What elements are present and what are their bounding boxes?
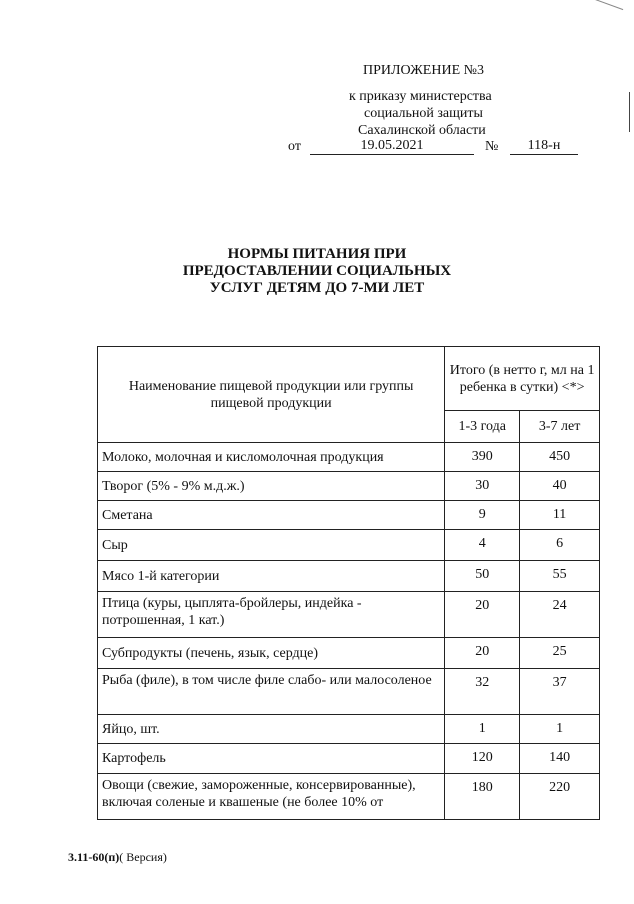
value-1-3: 1 bbox=[445, 715, 520, 744]
scan-mark bbox=[595, 0, 624, 10]
value-1-3: 180 bbox=[445, 774, 520, 820]
value-1-3: 390 bbox=[445, 443, 520, 472]
product-name: Картофель bbox=[98, 744, 445, 774]
value-1-3: 20 bbox=[445, 638, 520, 669]
table-row bbox=[98, 638, 600, 669]
value-3-7: 40 bbox=[520, 472, 600, 501]
value-3-7: 37 bbox=[520, 669, 600, 715]
table-row bbox=[98, 669, 600, 715]
from-label: от bbox=[288, 139, 301, 154]
value-1-3: 9 bbox=[445, 501, 520, 530]
order-date: 19.05.2021 bbox=[310, 138, 474, 155]
value-1-3: 30 bbox=[445, 472, 520, 501]
product-name: Творог (5% - 9% м.д.ж.) bbox=[98, 472, 445, 501]
title-line-2: ПРЕДОСТАВЛЕНИИ СОЦИАЛЬНЫХ bbox=[182, 263, 452, 279]
title-line-3: УСЛУГ ДЕТЯМ ДО 7-МИ ЛЕТ bbox=[209, 280, 425, 296]
nutrition-norms-table bbox=[97, 346, 600, 820]
product-name: Мясо 1-й категории bbox=[98, 561, 445, 592]
title-line-1: НОРМЫ ПИТАНИЯ ПРИ bbox=[227, 246, 407, 262]
table-row bbox=[98, 774, 600, 820]
value-1-3: 20 bbox=[445, 592, 520, 638]
scan-edge bbox=[629, 92, 630, 132]
product-name: Птица (куры, цыплята-бройлеры, индейка - потрошенная, 1 кат.) bbox=[98, 592, 445, 638]
document-version: ( Версия) bbox=[119, 850, 167, 864]
value-1-3: 120 bbox=[445, 744, 520, 774]
document-footer bbox=[68, 850, 167, 865]
age-group-1-3: 1-3 года bbox=[445, 411, 520, 443]
table-row bbox=[98, 561, 600, 592]
document-code: 3.11-60(п) bbox=[68, 850, 120, 864]
product-name: Рыба (филе), в том числе филе слабо- или малосоленое bbox=[98, 669, 445, 715]
table-row bbox=[98, 715, 600, 744]
table-row bbox=[98, 744, 600, 774]
appendix-label: ПРИЛОЖЕНИЕ №3 bbox=[363, 63, 484, 78]
table-row bbox=[98, 472, 600, 501]
total-header: Итого (в нетто г, мл на 1 ребенка в сутки) <*> bbox=[445, 347, 600, 411]
value-3-7: 11 bbox=[520, 501, 600, 530]
table-row bbox=[98, 501, 600, 530]
value-3-7: 140 bbox=[520, 744, 600, 774]
value-3-7: 450 bbox=[520, 443, 600, 472]
value-3-7: 1 bbox=[520, 715, 600, 744]
product-name: Субпродукты (печень, язык, сердце) bbox=[98, 638, 445, 669]
product-name: Сыр bbox=[98, 530, 445, 561]
table-row bbox=[98, 530, 600, 561]
order-line-3: Сахалинской области bbox=[358, 123, 486, 138]
table-row bbox=[98, 443, 600, 472]
order-number: 118-н bbox=[510, 138, 578, 155]
table-row bbox=[98, 592, 600, 638]
order-line-2: социальной защиты bbox=[364, 106, 483, 121]
value-3-7: 25 bbox=[520, 638, 600, 669]
value-3-7: 220 bbox=[520, 774, 600, 820]
product-name: Молоко, молочная и кисломолочная продукция bbox=[98, 443, 445, 472]
table-header-row bbox=[98, 347, 600, 411]
product-name: Сметана bbox=[98, 501, 445, 530]
document-title bbox=[0, 246, 634, 297]
value-1-3: 50 bbox=[445, 561, 520, 592]
product-name: Яйцо, шт. bbox=[98, 715, 445, 744]
age-group-3-7: 3-7 лет bbox=[520, 411, 600, 443]
value-1-3: 32 bbox=[445, 669, 520, 715]
product-name-header: Наименование пищевой продукции или группы пищевой продукции bbox=[98, 347, 445, 443]
order-line-1: к приказу министерства bbox=[349, 89, 492, 104]
value-1-3: 4 bbox=[445, 530, 520, 561]
product-name: Овощи (свежие, замороженные, консервированные), включая соленые и квашеные (не более 10% от bbox=[98, 774, 445, 820]
value-3-7: 55 bbox=[520, 561, 600, 592]
value-3-7: 6 bbox=[520, 530, 600, 561]
number-label: № bbox=[485, 139, 499, 154]
value-3-7: 24 bbox=[520, 592, 600, 638]
